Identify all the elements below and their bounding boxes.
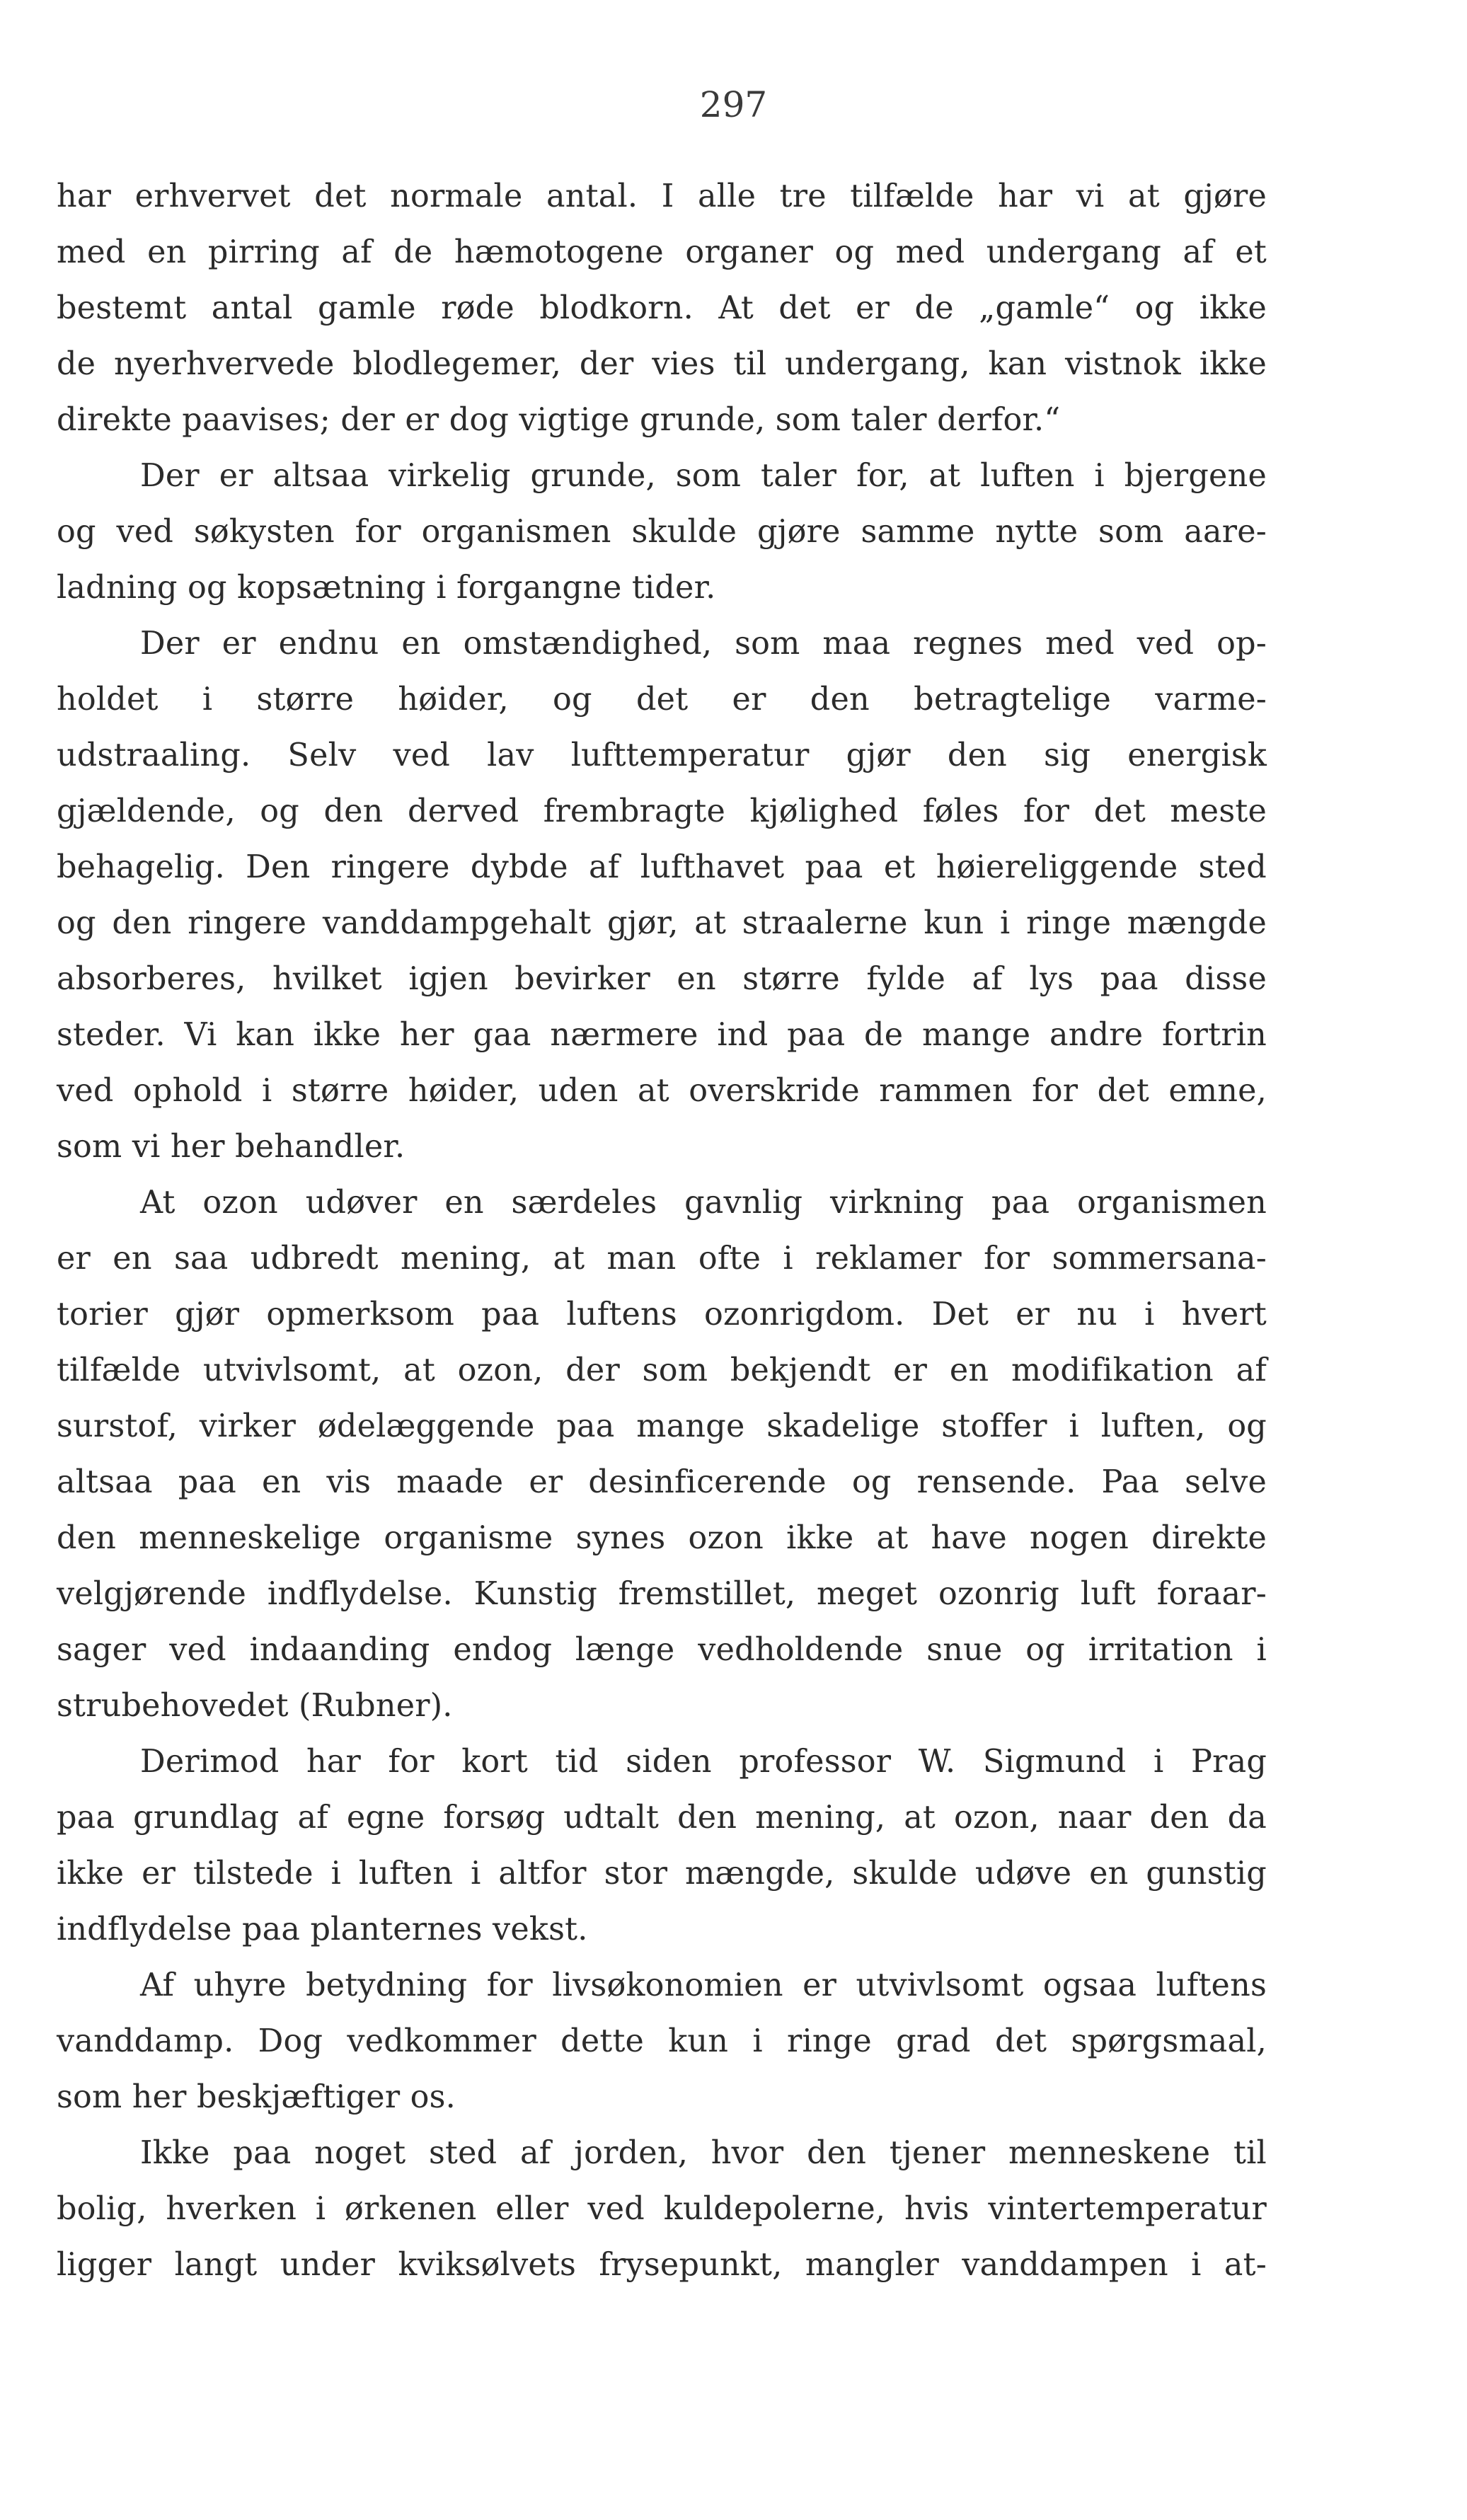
text-line: At ozon udøver en særdeles gavnlig virkning paa organismen (140, 1185, 1267, 1221)
text-line: strubehovedet (Rubner). (57, 1688, 453, 1724)
text-line: og ved søkysten for organismen skulde gjøre samme nytte som aare- (57, 514, 1267, 550)
text-line: velgjørende indflydelse. Kunstig fremstillet, meget ozonrig luft foraar- (57, 1576, 1267, 1612)
text-line: direkte paavises; der er dog vigtige grunde, som taler derfor.“ (57, 402, 1061, 438)
text-line: behagelig. Den ringere dybde af lufthavet paa et høiereliggende sted (57, 849, 1267, 885)
text-line: indflydelse paa planternes vekst. (57, 1911, 588, 1947)
text-line: udstraaling. Selv ved lav lufttemperatur gjør den sig energisk (57, 737, 1267, 773)
text-line: den menneskelige organisme synes ozon ikke at have nogen direkte (57, 1520, 1267, 1556)
text-line: surstof, virker ødelæggende paa mange skadelige stoffer i luften, og (57, 1408, 1267, 1444)
text-line: holdet i større høider, og det er den betragtelige varme- (57, 681, 1267, 718)
text-line: vanddamp. Dog vedkommer dette kun i ringe grad det spørgsmaal, (57, 2023, 1267, 2059)
text-line: torier gjør opmerksom paa luftens ozonrigdom. Det er nu i hvert (57, 1296, 1267, 1333)
text-line: med en pirring af de hæmotogene organer og med undergang af et (57, 234, 1267, 270)
text-line: Ikke paa noget sted af jorden, hvor den tjener menneskene til (140, 2135, 1267, 2171)
text-line: absorberes, hvilket igjen bevirker en større fylde af lys paa disse (57, 961, 1267, 997)
text-line: ved ophold i større høider, uden at overskride rammen for det emne, (57, 1073, 1267, 1109)
text-line: ladning og kopsætning i forgangne tider. (57, 570, 716, 606)
text-line: har erhvervet det normale antal. I alle tre tilfælde har vi at gjøre (57, 178, 1267, 214)
body-text (57, 168, 1267, 2293)
text-line: er en saa udbredt mening, at man ofte i reklamer for sommersana- (57, 1241, 1267, 1277)
text-line: Der er endnu en omstændighed, som maa regnes med ved op- (140, 626, 1267, 662)
text-line: gjældende, og den derved frembragte kjølighed føles for det meste (57, 793, 1267, 829)
text-line: som her beskjæftiger os. (57, 2079, 456, 2115)
text-line: de nyerhvervede blodlegemer, der vies til undergang, kan vistnok ikke (57, 346, 1267, 382)
text-line: sager ved indaanding endog længe vedholdende snue og irritation i (57, 1632, 1267, 1668)
text-line: ikke er tilstede i luften i altfor stor mængde, skulde udøve en gunstig (57, 1856, 1267, 1892)
text-line: bestemt antal gamle røde blodkorn. At det er de „gamle“ og ikke (57, 290, 1267, 326)
text-line: bolig, hverken i ørkenen eller ved kuldepolerne, hvis vintertemperatur (57, 2191, 1267, 2227)
page-number: 297 (699, 84, 768, 125)
text-line: steder. Vi kan ikke her gaa nærmere ind paa de mange andre fortrin (57, 1017, 1267, 1053)
text-line: tilfælde utvivlsomt, at ozon, der som bekjendt er en modifikation af (57, 1352, 1267, 1388)
text-line: altsaa paa en vis maade er desinficerende og rensende. Paa selve (57, 1464, 1267, 1500)
text-line: og den ringere vanddampgehalt gjør, at straalerne kun i ringe mængde (57, 905, 1267, 941)
text-line: som vi her behandler. (57, 1129, 405, 1165)
text-line: Derimod har for kort tid siden professor W. Sigmund i Prag (140, 1744, 1267, 1780)
text-line: Af uhyre betydning for livsøkonomien er utvivlsomt ogsaa luftens (140, 1967, 1267, 2003)
text-line: paa grundlag af egne forsøg udtalt den mening, at ozon, naar den da (57, 1800, 1267, 1836)
text-line: Der er altsaa virkelig grunde, som taler for, at luften i bjergene (140, 458, 1267, 494)
text-line: ligger langt under kviksølvets frysepunkt, mangler vanddampen i at- (57, 2247, 1267, 2283)
